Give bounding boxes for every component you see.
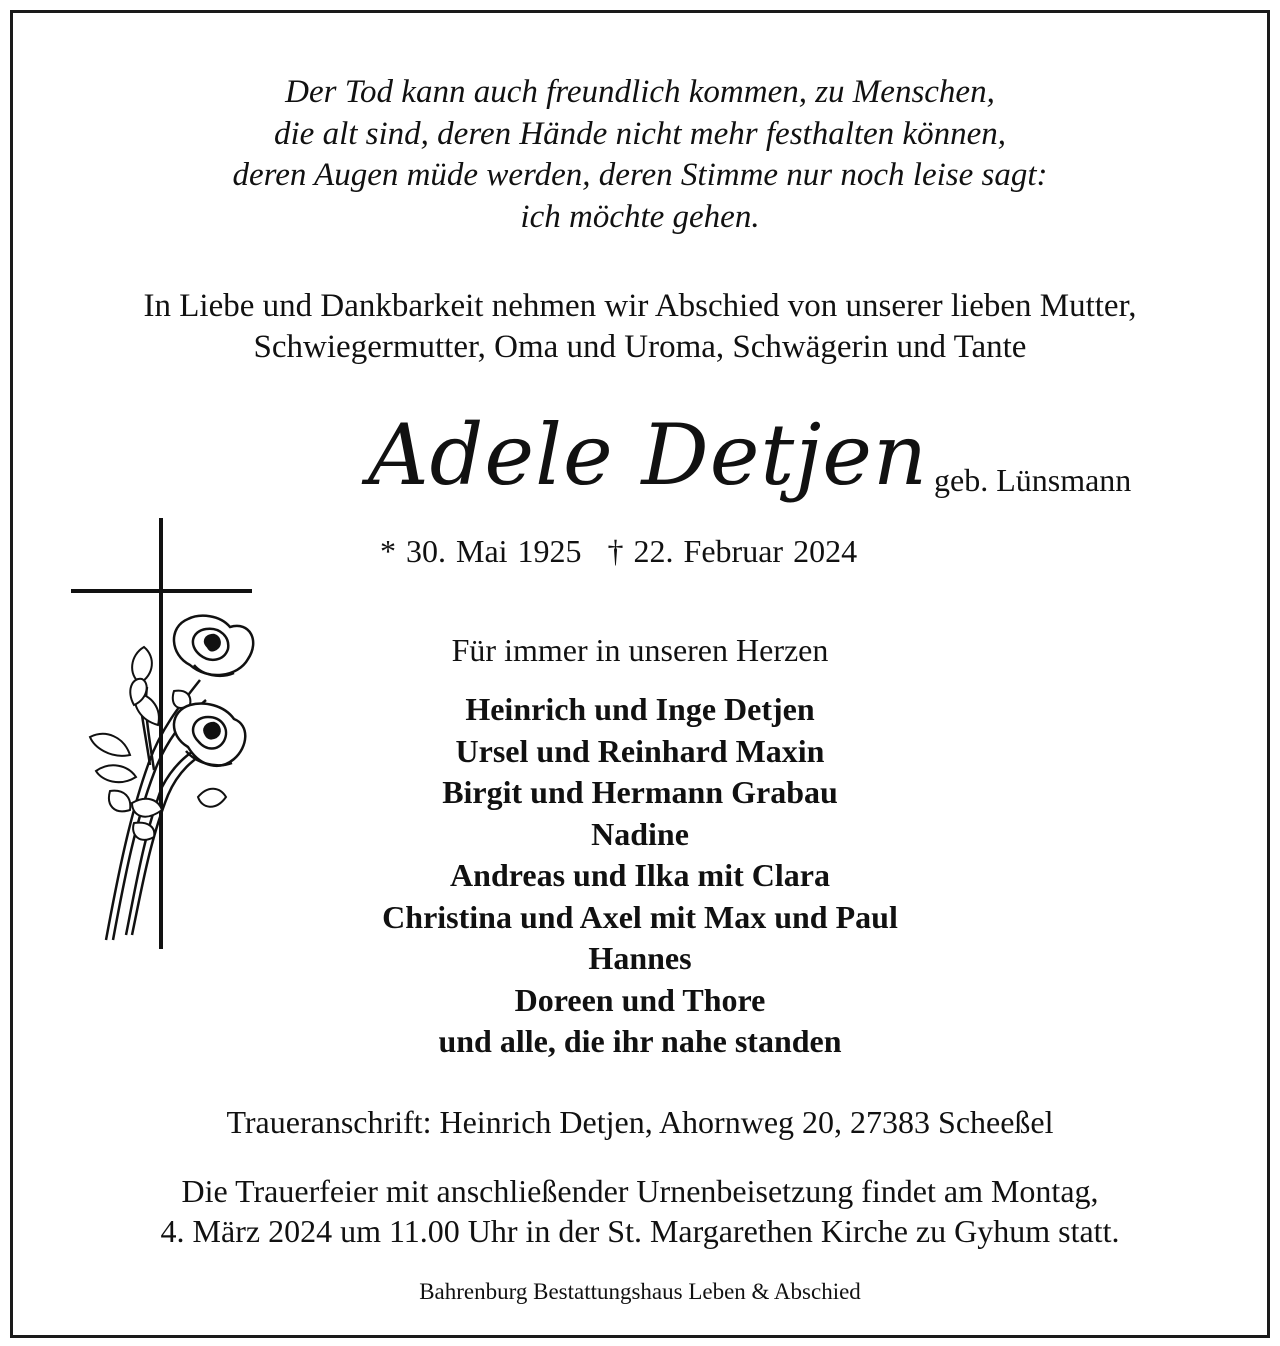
mourner-entry: Ursel und Reinhard Maxin — [455, 732, 825, 769]
mourning-address: Traueranschrift: Heinrich Detjen, Ahornweg 20, 27383 Scheeßel — [226, 1104, 1054, 1140]
mourner-entry: Andreas und Ilka mit Clara — [450, 857, 830, 893]
mourner-entry: Christina und Axel mit Max und Paul — [382, 898, 898, 935]
maiden-name: geb. Lünsmann — [934, 462, 1132, 498]
intro-text — [0, 286, 1280, 368]
mourner-entry: Nadine — [591, 815, 689, 852]
mourner-entry: Birgit und Hermann Grabau — [442, 774, 838, 810]
forever-line: Für immer in unseren Herzen — [451, 632, 829, 668]
poem-line: die alt sind, deren Hände nicht mehr festhalten können, — [274, 115, 1006, 152]
service-line: 4. März 2024 um 11.00 Uhr in der St. Margarethen Kirche zu Gyhum statt. — [160, 1213, 1120, 1249]
funeral-home: Bahrenburg Bestattungshaus Leben & Abschied — [419, 1279, 861, 1304]
mourner-entry: Hannes — [588, 940, 692, 976]
poem — [0, 72, 1280, 238]
life-dates — [380, 533, 857, 570]
death-date: † 22. Februar 2024 — [607, 533, 858, 569]
deceased-name: Adele Detjen — [368, 406, 929, 504]
service-info — [0, 1171, 1280, 1251]
service-line: Die Trauerfeier mit anschließender Urnenbeisetzung findet am Montag, — [181, 1173, 1099, 1209]
intro-line: Schwiegermutter, Oma und Uroma, Schwägerin und Tante — [253, 329, 1027, 365]
poem-line: ich möchte gehen. — [520, 198, 760, 235]
birth-date: * 30. Mai 1925 — [380, 533, 582, 569]
poem-line: deren Augen müde werden, deren Stimme nur noch leise sagt: — [232, 157, 1048, 193]
mourners-list — [0, 689, 1280, 1063]
mourner-entry: Heinrich und Inge Detjen — [465, 691, 815, 727]
mourner-entry: Doreen und Thore — [514, 981, 766, 1018]
poem-line: Der Tod kann auch freundlich kommen, zu Menschen, — [285, 74, 995, 110]
mourner-entry: und alle, die ihr nahe standen — [438, 1023, 842, 1059]
intro-line: In Liebe und Dankbarkeit nehmen wir Abschied von unserer lieben Mutter, — [143, 288, 1137, 324]
